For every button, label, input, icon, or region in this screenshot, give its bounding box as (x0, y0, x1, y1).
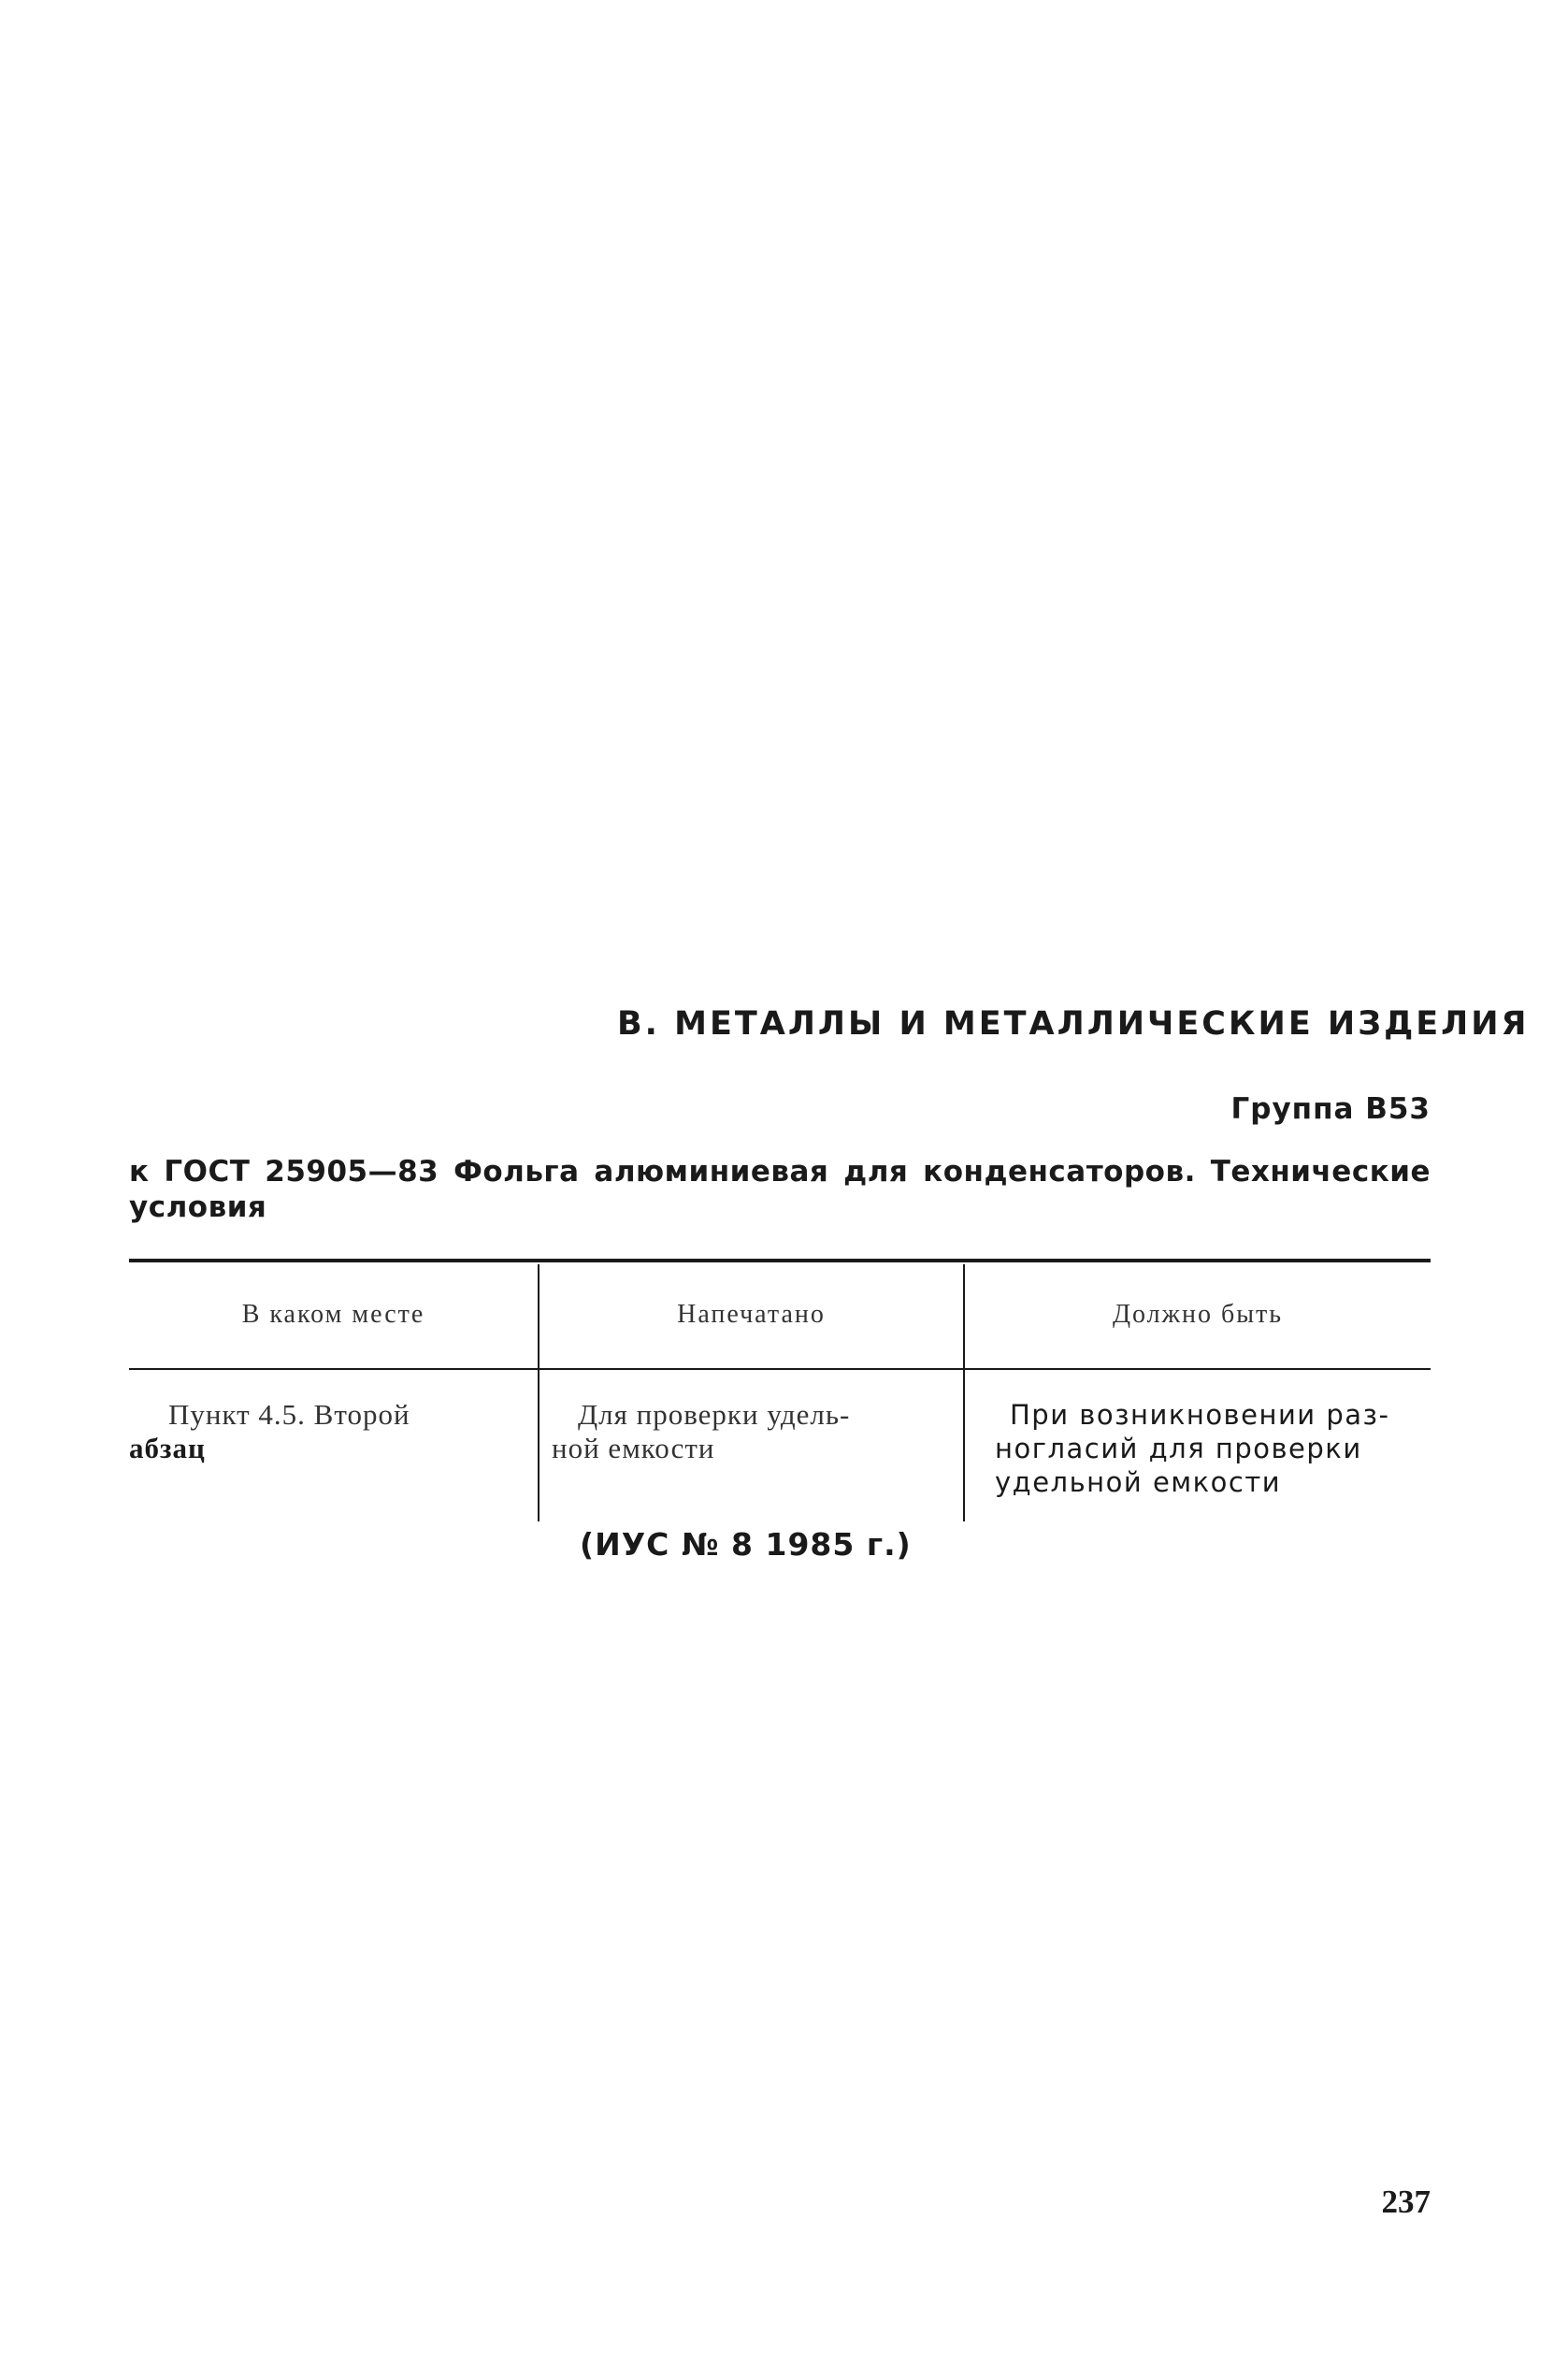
cell-line: Пункт 4.5. Второй (168, 1398, 410, 1431)
cell-line: удельной емкости (995, 1466, 1282, 1498)
table-top-rule (129, 1259, 1431, 1262)
cell-line: ногласий для проверки (995, 1433, 1362, 1464)
section-heading: В. МЕТАЛЛЫ И МЕТАЛЛИЧЕСКИЕ ИЗДЕЛИЯ (617, 1005, 1530, 1043)
group-label: Группа В53 (1230, 1092, 1431, 1126)
cell-line: При возникновении раз- (1010, 1399, 1390, 1431)
cell-line: Для проверки удель- (578, 1398, 851, 1431)
table-cell-should-be (995, 1398, 1421, 1499)
page-number: 237 (1381, 2184, 1431, 2220)
document-title: к ГОСТ 25905—83 Фольга алюминиевая для конденсаторов. Технические условия (129, 1155, 1431, 1224)
source-note: (ИУС № 8 1985 г.) (580, 1526, 912, 1563)
table-cell-printed (552, 1398, 952, 1465)
table-header-rule (129, 1368, 1431, 1370)
table-header-printed: Напечатано (677, 1300, 826, 1329)
cell-line: ной емкости (552, 1432, 715, 1464)
table-header-should-be: Должно быть (1112, 1300, 1284, 1329)
table-cell-place (129, 1398, 524, 1465)
table-header-place: В каком месте (241, 1300, 425, 1329)
cell-line: абзац (129, 1432, 206, 1464)
